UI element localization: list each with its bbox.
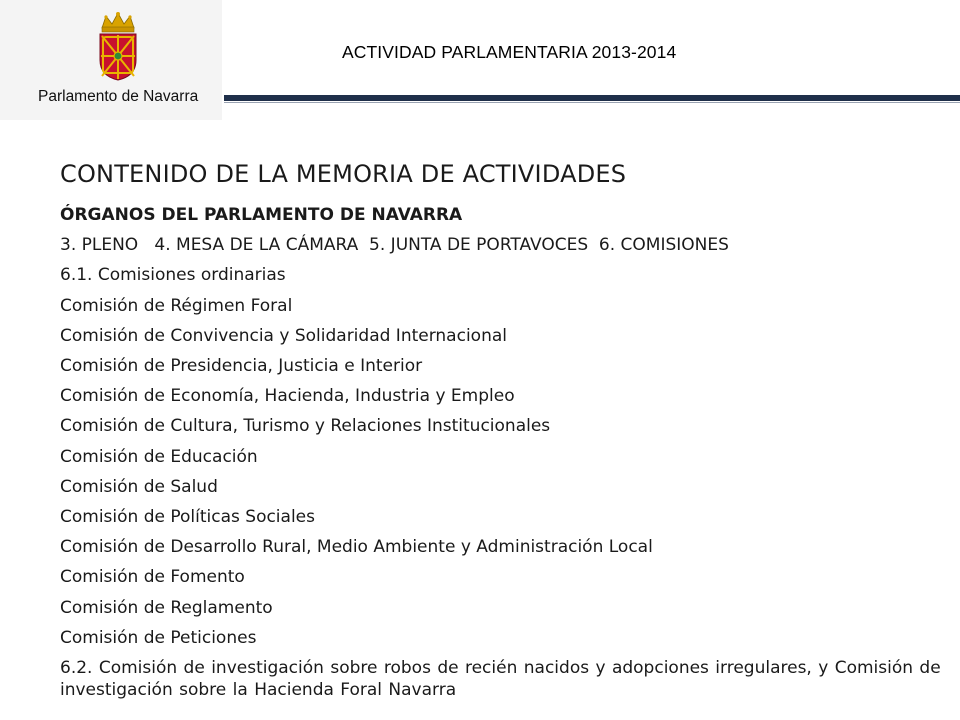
header-rule-thin xyxy=(224,102,960,103)
page-title: CONTENIDO DE LA MEMORIA DE ACTIVIDADES xyxy=(60,160,627,188)
commission-item: Comisión de Desarrollo Rural, Medio Ambiente y Administración Local xyxy=(60,537,653,558)
investigacion-paragraph: 6.2. Comisión de investigación sobre robos de recién nacidos y adopciones irregulares, y Comisión de investigación sobre la Hacienda Foral Navarra xyxy=(60,658,941,701)
commission-list xyxy=(60,291,950,653)
commission-item: Comisión de Convivencia y Solidaridad Internacional xyxy=(60,325,507,346)
commission-item: Comisión de Reglamento xyxy=(60,597,273,618)
commission-item: Comisión de Fomento xyxy=(60,567,245,588)
commission-item: Comisión de Régimen Foral xyxy=(60,295,293,316)
ordinarias-heading: 6.1. Comisiones ordinarias xyxy=(60,265,286,286)
section-heading: ÓRGANOS DEL PARLAMENTO DE NAVARRA xyxy=(60,205,463,225)
commission-item: Comisión de Cultura, Turismo y Relaciones Institucionales xyxy=(60,416,551,437)
header-rule xyxy=(224,95,960,101)
commission-item: Comisión de Economía, Hacienda, Industria y Empleo xyxy=(60,386,515,407)
coat-of-arms-icon xyxy=(92,10,144,82)
header-title: ACTIVIDAD PARLAMENTARIA 2013-2014 xyxy=(342,42,677,62)
commission-item: Comisión de Peticiones xyxy=(60,627,257,648)
commission-item: Comisión de Políticas Sociales xyxy=(60,507,315,528)
commission-item: Comisión de Salud xyxy=(60,476,218,497)
logo xyxy=(0,0,222,120)
content xyxy=(60,200,950,701)
commission-item: Comisión de Presidencia, Justicia e Interior xyxy=(60,356,423,377)
organs-line: 3. PLENO 4. MESA DE LA CÁMARA 5. JUNTA DE PORTAVOCES 6. COMISIONES xyxy=(60,235,729,256)
commission-item: Comisión de Educación xyxy=(60,446,258,467)
logo-text: Parlamento de Navarra xyxy=(38,88,199,105)
